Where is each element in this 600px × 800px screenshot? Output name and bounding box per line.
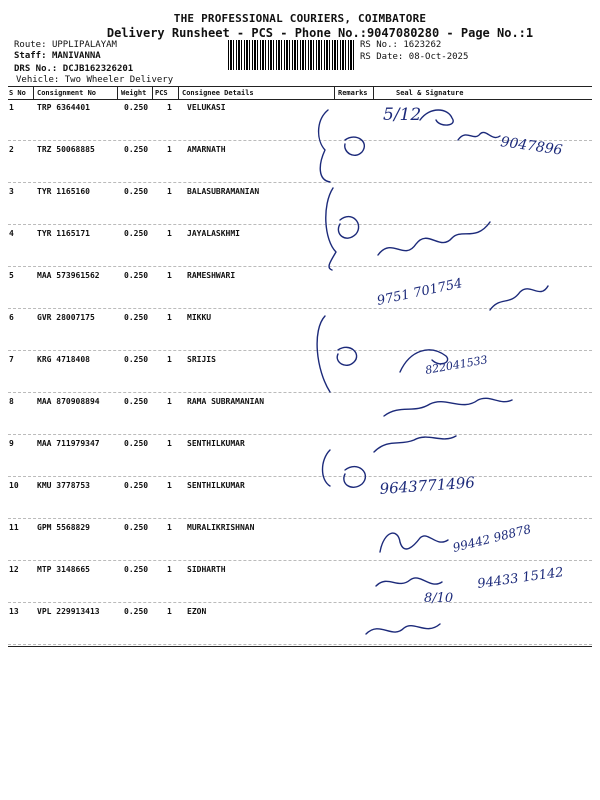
consignee-cell: SENTHILKUMAR bbox=[187, 439, 245, 448]
weight-cell: 0.250 bbox=[124, 481, 149, 490]
row-separator bbox=[8, 308, 592, 309]
handwritten-number-row7: 822041533 bbox=[424, 353, 489, 377]
weight-cell: 0.250 bbox=[124, 439, 149, 448]
table-row bbox=[0, 310, 600, 352]
col-header-pcs: PCS bbox=[155, 89, 168, 97]
consignment-cell: KRG 4718408 bbox=[37, 355, 90, 364]
row-separator bbox=[8, 266, 592, 267]
handwritten-number-row11: 99442 98878 bbox=[451, 521, 533, 555]
col-divider bbox=[334, 87, 335, 99]
consignee-cell: SENTHILKUMAR bbox=[187, 481, 245, 490]
consignee-cell: SIDHARTH bbox=[187, 565, 226, 574]
col-header-signature: Seal & Signature bbox=[396, 89, 464, 97]
sno-cell: 13 bbox=[9, 607, 19, 616]
col-divider bbox=[373, 87, 374, 99]
staff-label: Staff: bbox=[14, 51, 47, 61]
company-title: THE PROFESSIONAL COURIERS, COIMBATORE bbox=[173, 12, 427, 25]
col-header-remarks: Remarks bbox=[338, 89, 368, 97]
col-header-consignment: Consignment No bbox=[37, 89, 97, 97]
pcs-cell: 1 bbox=[167, 523, 172, 532]
weight-cell: 0.250 bbox=[124, 145, 149, 154]
pcs-cell: 1 bbox=[167, 103, 172, 112]
table-row bbox=[0, 268, 600, 310]
staff-line bbox=[14, 51, 101, 62]
staff-value: MANIVANNA bbox=[51, 51, 101, 61]
table-row bbox=[0, 562, 600, 604]
consignee-cell: MIKKU bbox=[187, 313, 212, 322]
table-row bbox=[0, 142, 600, 184]
row-separator bbox=[8, 560, 592, 561]
sno-cell: 3 bbox=[9, 187, 14, 196]
route-value: UPPLIPALAYAM bbox=[51, 40, 117, 50]
sno-cell: 10 bbox=[9, 481, 19, 490]
row-separator bbox=[8, 392, 592, 393]
rs-date-line bbox=[360, 52, 468, 63]
weight-cell: 0.250 bbox=[124, 103, 149, 112]
consignment-cell: TYR 1165171 bbox=[37, 229, 90, 238]
col-header-weight: Weight bbox=[121, 89, 147, 97]
consignment-cell: TRZ 50068885 bbox=[37, 145, 95, 154]
consignment-cell: GPM 5568829 bbox=[37, 523, 90, 532]
consignee-cell: AMARNATH bbox=[187, 145, 226, 154]
pcs-cell: 1 bbox=[167, 565, 172, 574]
consignee-cell: RAMESHWARI bbox=[187, 271, 236, 280]
route-label: Route: bbox=[14, 40, 47, 50]
pcs-cell: 1 bbox=[167, 229, 172, 238]
consignment-cell: MAA 711979347 bbox=[37, 439, 100, 448]
sno-cell: 6 bbox=[9, 313, 14, 322]
row-separator bbox=[8, 602, 592, 603]
table-row bbox=[0, 394, 600, 436]
consignee-cell: BALASUBRAMANIAN bbox=[187, 187, 260, 196]
row-separator bbox=[8, 182, 592, 183]
pcs-cell: 1 bbox=[167, 439, 172, 448]
drs-label: DRS No.: bbox=[14, 64, 58, 74]
pcs-cell: 1 bbox=[167, 481, 172, 490]
handwritten-date-row12: 8/10 bbox=[424, 591, 454, 606]
handwritten-number-row12: 94433 15142 bbox=[476, 565, 565, 592]
consignment-cell: TRP 6364401 bbox=[37, 103, 90, 112]
table-row bbox=[0, 604, 600, 646]
row-separator bbox=[8, 224, 592, 225]
pcs-cell: 1 bbox=[167, 271, 172, 280]
sno-cell: 11 bbox=[9, 523, 19, 532]
pcs-cell: 1 bbox=[167, 355, 172, 364]
table-bottom-rule bbox=[8, 646, 592, 647]
sno-cell: 4 bbox=[9, 229, 14, 238]
consignee-cell: RAMA SUBRAMANIAN bbox=[187, 397, 265, 406]
consignee-cell: VELUKASI bbox=[187, 103, 226, 112]
sno-cell: 2 bbox=[9, 145, 14, 154]
pcs-cell: 1 bbox=[167, 397, 172, 406]
row-separator bbox=[8, 644, 592, 645]
pcs-cell: 1 bbox=[167, 187, 172, 196]
rs-no-value: 1623262 bbox=[403, 40, 442, 50]
col-header-sno: S No bbox=[9, 89, 26, 97]
weight-cell: 0.250 bbox=[124, 397, 149, 406]
col-divider bbox=[33, 87, 34, 99]
row-separator bbox=[8, 140, 592, 141]
sno-cell: 9 bbox=[9, 439, 14, 448]
barcode bbox=[228, 40, 356, 70]
pcs-cell: 1 bbox=[167, 607, 172, 616]
table-row bbox=[0, 436, 600, 478]
drs-value: DCJB162326201 bbox=[62, 64, 134, 74]
weight-cell: 0.250 bbox=[124, 313, 149, 322]
row-separator bbox=[8, 350, 592, 351]
row-separator bbox=[8, 518, 592, 519]
vehicle-line: Vehicle: Two Wheeler Delivery bbox=[16, 75, 174, 85]
weight-cell: 0.250 bbox=[124, 187, 149, 196]
handwritten-number-row1: 9047896 bbox=[499, 134, 564, 159]
consignee-cell: SRIJIS bbox=[187, 355, 216, 364]
sno-cell: 7 bbox=[9, 355, 14, 364]
consignment-cell: TYR 1165160 bbox=[37, 187, 90, 196]
sno-cell: 5 bbox=[9, 271, 14, 280]
table-row bbox=[0, 478, 600, 520]
weight-cell: 0.250 bbox=[124, 355, 149, 364]
table-row bbox=[0, 520, 600, 562]
consignment-cell: MAA 573961562 bbox=[37, 271, 100, 280]
pcs-cell: 1 bbox=[167, 313, 172, 322]
sno-cell: 12 bbox=[9, 565, 19, 574]
sno-cell: 8 bbox=[9, 397, 14, 406]
row-separator bbox=[8, 476, 592, 477]
rs-no-label: RS No.: bbox=[360, 40, 398, 50]
handwritten-number-row5: 9751 701754 bbox=[375, 276, 464, 309]
consignment-cell: GVR 28007175 bbox=[37, 313, 95, 322]
table-row bbox=[0, 100, 600, 142]
consignment-cell: MAA 870908894 bbox=[37, 397, 100, 406]
runsheet-subtitle: Delivery Runsheet - PCS - Phone No.:9047080280 - Page No.:1 bbox=[106, 26, 534, 40]
weight-cell: 0.250 bbox=[124, 565, 149, 574]
rs-date-label: RS Date: bbox=[360, 52, 404, 62]
consignment-cell: MTP 3148665 bbox=[37, 565, 90, 574]
table-row bbox=[0, 226, 600, 268]
consignee-cell: JAYALASKHMI bbox=[187, 229, 240, 238]
weight-cell: 0.250 bbox=[124, 229, 149, 238]
handwritten-date-row1: 5/12 bbox=[383, 105, 422, 125]
col-divider bbox=[178, 87, 179, 99]
rs-no-line bbox=[360, 40, 441, 51]
table-row bbox=[0, 352, 600, 394]
col-header-consignee: Consignee Details bbox=[182, 89, 254, 97]
weight-cell: 0.250 bbox=[124, 523, 149, 532]
col-divider bbox=[117, 87, 118, 99]
pcs-cell: 1 bbox=[167, 145, 172, 154]
row-separator bbox=[8, 434, 592, 435]
consignee-cell: EZON bbox=[187, 607, 207, 616]
table-row bbox=[0, 184, 600, 226]
consignment-cell: VPL 229913413 bbox=[37, 607, 100, 616]
rs-date-value: 08-Oct-2025 bbox=[408, 52, 469, 62]
consignment-cell: KMU 3778753 bbox=[37, 481, 90, 490]
sno-cell: 1 bbox=[9, 103, 14, 112]
drs-line bbox=[14, 64, 133, 75]
table-top-rule bbox=[8, 86, 592, 87]
col-divider bbox=[152, 87, 153, 99]
handwritten-number-row10: 9643771496 bbox=[379, 473, 476, 498]
weight-cell: 0.250 bbox=[124, 271, 149, 280]
route-line bbox=[14, 40, 117, 51]
consignee-cell: MURALIKRISHNAN bbox=[187, 523, 255, 532]
weight-cell: 0.250 bbox=[124, 607, 149, 616]
